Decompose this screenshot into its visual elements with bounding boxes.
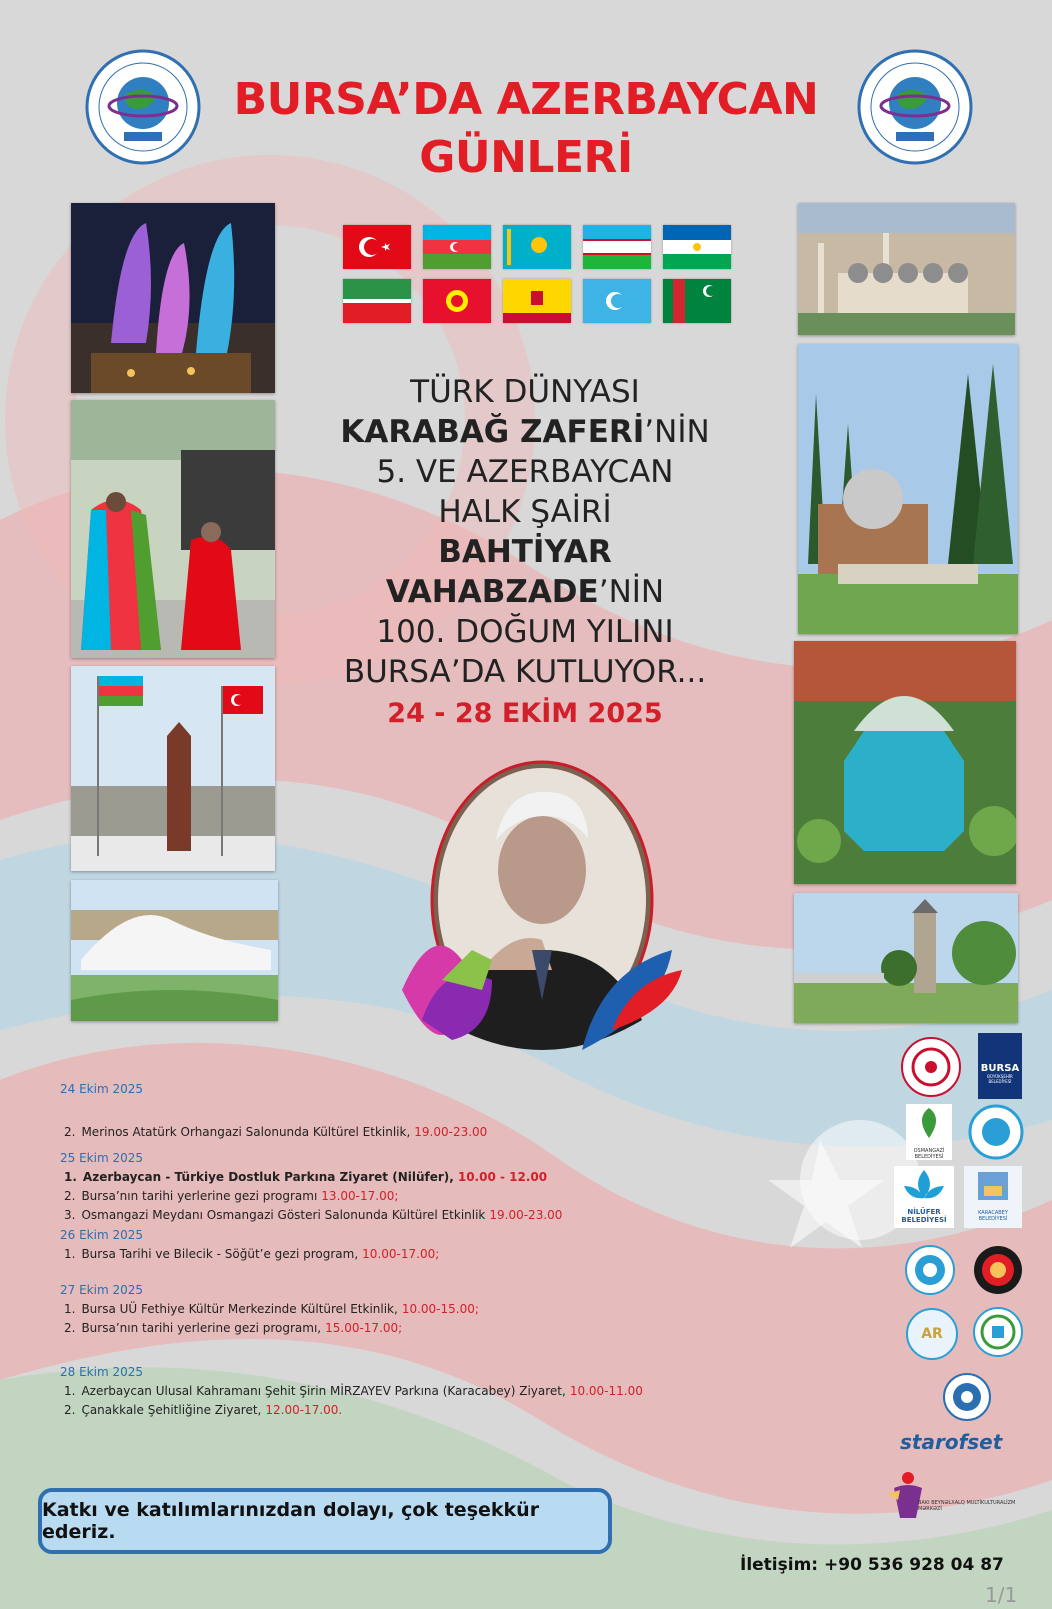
karacabey-municipality-logo bbox=[964, 1166, 1022, 1228]
association-emblem-logo bbox=[972, 1244, 1024, 1296]
thanks-banner: Katkı ve katılımlarınızdan dolayı, çok teşekkür ederiz. bbox=[38, 1488, 612, 1554]
turkic-council-logo bbox=[904, 1244, 956, 1296]
schedule-item-text: Bursa Tarihi ve Bilecik - Söğüt’e gezi program, bbox=[81, 1247, 359, 1261]
schedule-item-text: Bursa UÜ Fethiye Kültür Merkezinde Kültürel Etkinlik, bbox=[81, 1302, 398, 1316]
nilufer-lotus-icon bbox=[894, 1166, 954, 1204]
schedule-item-time: 12.00-17.00. bbox=[265, 1403, 343, 1417]
schedule-item-text: Azerbaycan Ulusal Kahramanı Şehit Şirin MİRZAYEV Parkına (Karacabey) Ziyaret, bbox=[81, 1384, 566, 1398]
schedule-item bbox=[64, 1247, 720, 1261]
schedule-item-number: 1. bbox=[64, 1384, 76, 1398]
headline-line-7: 100. DOĞUM YILINI bbox=[376, 614, 674, 650]
schedule-item-number: 1. bbox=[64, 1170, 77, 1184]
heydar-aliyev-center-photo bbox=[71, 880, 278, 1021]
schedule-item-number: 2. bbox=[64, 1189, 76, 1203]
nilufer-logo-text: NİLÜFER BELEDİYESİ bbox=[901, 1208, 947, 1224]
schedule-item-number: 1. bbox=[64, 1247, 76, 1261]
baku-multiculturalism-logo bbox=[888, 1470, 1028, 1526]
headline-line-2 bbox=[310, 412, 740, 452]
headline-line-6-bold: VAHABZADE bbox=[385, 574, 599, 610]
schedule-day bbox=[60, 1151, 720, 1222]
event-dates: 24 - 28 EKİM 2025 bbox=[387, 698, 663, 729]
baku-logo-text: BAKI BEYNƏLXALQ MULTİKULTURALİZM MƏRKƏZİ bbox=[918, 1500, 1016, 1512]
schedule-item bbox=[64, 1170, 720, 1184]
schedule-item-number: 2. bbox=[64, 1321, 76, 1335]
page-title-line1: BURSA’DA AZERBAYCAN bbox=[233, 74, 819, 125]
schedule-item bbox=[64, 1189, 720, 1203]
schedule-item bbox=[64, 1302, 720, 1316]
bursa-municipality-logo bbox=[978, 1033, 1022, 1099]
headline-line-8: BURSA’DA KUTLUYOR... bbox=[343, 654, 707, 690]
kyrgyzstan-flag bbox=[423, 279, 491, 323]
bursa-logo-sub: BÜYÜKŞEHİR BELEDİYESİ bbox=[987, 1074, 1013, 1084]
ar-logo: AR bbox=[906, 1308, 958, 1360]
event-schedule bbox=[60, 1082, 720, 1417]
kazakhstan-flag bbox=[503, 225, 571, 269]
schedule-day-heading: 28 Ekim 2025 bbox=[60, 1365, 143, 1379]
schedule-day bbox=[60, 1082, 720, 1139]
schedule-item-time: 10.00 - 12.00 bbox=[457, 1170, 548, 1184]
bashkortostan-flag bbox=[663, 225, 731, 269]
muradiye-complex-photo bbox=[798, 344, 1018, 634]
bursa-grand-mosque-photo bbox=[798, 203, 1015, 335]
schedule-spacer bbox=[60, 1096, 720, 1120]
azerbaijan-flag bbox=[423, 225, 491, 269]
gimazdede-logo-left bbox=[84, 48, 202, 166]
education-foundation-logo bbox=[972, 1306, 1024, 1358]
headline-line-1: TÜRK DÜNYASI bbox=[410, 374, 640, 410]
schedule-item-time: 19.00-23.00 bbox=[489, 1208, 563, 1222]
schedule-item bbox=[64, 1125, 720, 1139]
baku-flame-towers-photo bbox=[71, 203, 275, 393]
headline-line-6 bbox=[310, 572, 740, 612]
schedule-item-text: Merinos Atatürk Orhangazi Salonunda Kültürel Etkinlik, bbox=[81, 1125, 411, 1139]
schedule-item-time: 10.00-17.00; bbox=[362, 1247, 440, 1261]
headline-line-4: HALK ŞAİRİ bbox=[438, 494, 612, 530]
culture-ministry-logo bbox=[900, 1036, 962, 1098]
turkic-flag bbox=[583, 279, 651, 323]
schedule-item-text: Bursa’nın tarihi yerlerine gezi programı, bbox=[81, 1321, 322, 1335]
schedule-item bbox=[64, 1208, 720, 1222]
osmangazi-municipality-logo bbox=[906, 1104, 952, 1160]
headline-line-3: 5. VE AZERBAYCAN bbox=[376, 454, 674, 490]
schedule-day-heading: 24 Ekim 2025 bbox=[60, 1082, 143, 1096]
schedule-item-text: Osmangazi Meydanı Osmangazi Gösteri Salonunda Kültürel Etkinlik bbox=[81, 1208, 486, 1222]
chuvashia-flag bbox=[503, 279, 571, 323]
schedule-day bbox=[60, 1228, 720, 1261]
turkey-flag bbox=[343, 225, 411, 269]
schedule-item-number: 2. bbox=[64, 1125, 76, 1139]
turkmenistan-flag bbox=[663, 279, 731, 323]
schedule-day-heading: 26 Ekim 2025 bbox=[60, 1228, 143, 1242]
headline-line-2-bold: KARABAĞ ZAFERİ bbox=[340, 414, 645, 450]
schedule-item-number: 2. bbox=[64, 1403, 76, 1417]
schedule-day bbox=[60, 1283, 720, 1335]
tatarstan-flag bbox=[343, 279, 411, 323]
uzbekistan-flag bbox=[583, 225, 651, 269]
tophane-clock-tower-photo bbox=[794, 893, 1018, 1023]
martyrs-alley-photo bbox=[71, 400, 275, 658]
poet-portrait bbox=[382, 760, 702, 1060]
schedule-item bbox=[64, 1321, 720, 1335]
uludag-university-logo bbox=[968, 1104, 1024, 1160]
schedule-item-time: 19.00-23.00 bbox=[414, 1125, 488, 1139]
schedule-item bbox=[64, 1403, 720, 1417]
flag-square-monument-photo bbox=[71, 666, 275, 871]
schedule-item-number: 3. bbox=[64, 1208, 76, 1222]
schedule-item-text: Bursa’nın tarihi yerlerine gezi programı bbox=[81, 1189, 318, 1203]
contact-phone: İletişim: +90 536 928 04 87 bbox=[740, 1555, 1004, 1575]
schedule-item bbox=[64, 1384, 720, 1398]
schedule-item-time: 15.00-17.00; bbox=[325, 1321, 403, 1335]
federation-seal-logo bbox=[942, 1372, 992, 1422]
bursa-logo-text: BURSA bbox=[980, 1063, 1020, 1074]
osmangazi-logo-text: OSMANGAZİ BELEDİYESİ bbox=[913, 1148, 945, 1160]
karacabey-logo-text: KARACABEY BELEDİYESİ bbox=[978, 1210, 1008, 1222]
headline-line-2-suffix: ’NİN bbox=[644, 414, 710, 450]
headline-line-6-suffix: ’NİN bbox=[598, 574, 665, 610]
page-title-line2: GÜNLERİ bbox=[419, 132, 633, 183]
nilufer-municipality-logo bbox=[894, 1166, 954, 1228]
gimazdede-logo-right bbox=[856, 48, 974, 166]
schedule-item-time: 10.00-11.00 bbox=[569, 1384, 643, 1398]
schedule-item-number: 1. bbox=[64, 1302, 76, 1316]
green-tomb-photo bbox=[794, 641, 1016, 884]
page-indicator: 1/1 bbox=[985, 1583, 1018, 1607]
headline-line-5: BAHTİYAR bbox=[438, 534, 612, 570]
schedule-item-time: 13.00-17.00; bbox=[321, 1189, 399, 1203]
schedule-item-time: 10.00-15.00; bbox=[401, 1302, 479, 1316]
schedule-item-text: Azerbaycan - Türkiye Dostluk Parkına Ziyaret (Nilüfer), bbox=[82, 1170, 454, 1184]
starofset-logo: starofset bbox=[900, 1430, 1003, 1454]
schedule-day bbox=[60, 1365, 720, 1417]
osmangazi-leaf-icon bbox=[906, 1104, 952, 1144]
baku-figure-icon bbox=[888, 1470, 928, 1526]
schedule-day-heading: 25 Ekim 2025 bbox=[60, 1151, 143, 1165]
schedule-day-heading: 27 Ekim 2025 bbox=[60, 1283, 143, 1297]
karacabey-emblem-icon bbox=[964, 1166, 1022, 1206]
schedule-item-text: Çanakkale Şehitliğine Ziyaret, bbox=[81, 1403, 262, 1417]
